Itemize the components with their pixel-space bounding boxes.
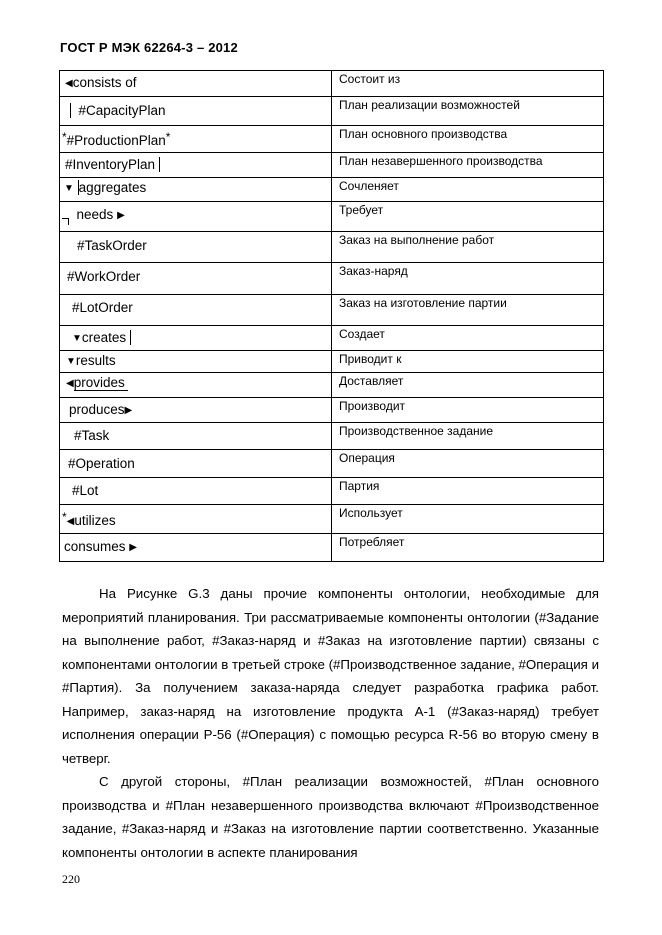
table-row xyxy=(60,71,604,97)
term-label: consists of xyxy=(72,75,137,90)
term-label: results xyxy=(75,353,116,368)
paragraph: С другой стороны, #План реализации возможностей, #План основного производства и #План незавершенного производства включают #Производственное задание, #Заказ-наряд и #Заказ на изготовление партии соответственно. Указанные компоненты онтологии в аспекте планирования xyxy=(62,774,599,860)
table-row xyxy=(60,153,604,178)
translation-label: Заказ-наряд xyxy=(339,264,408,278)
triangle-left-icon: ◀ xyxy=(66,378,74,389)
term-label: #InventoryPlan xyxy=(65,157,156,172)
table-row xyxy=(60,326,604,351)
translation-label: Требует xyxy=(339,203,384,217)
table-row xyxy=(60,534,604,562)
translation-label: Производит xyxy=(339,399,406,413)
translation-label: План основного производства xyxy=(339,127,508,141)
term-label: aggregates xyxy=(78,180,147,195)
translation-label: Заказ на изготовление партии xyxy=(339,296,507,310)
body-text xyxy=(62,582,599,864)
term-label: #ProductionPlan xyxy=(66,133,166,148)
page-number: 220 xyxy=(62,872,80,886)
translation-label: Потребляет xyxy=(339,535,405,549)
translation-label: Создает xyxy=(339,327,385,341)
table-row xyxy=(60,450,604,478)
asterisk-icon: * xyxy=(165,130,171,144)
term-label: #TaskOrder xyxy=(77,238,147,253)
table-row xyxy=(60,97,604,126)
table-row xyxy=(60,232,604,263)
connector-bar-icon xyxy=(70,103,71,118)
triangle-right-icon: ▶ xyxy=(129,542,137,553)
table-row xyxy=(60,126,604,153)
translation-label: Состоит из xyxy=(339,72,401,86)
translation-label: Операция xyxy=(339,451,395,465)
triangle-left-icon: ◀ xyxy=(66,516,75,527)
table-row xyxy=(60,295,604,326)
triangle-right-icon: ▶ xyxy=(124,405,133,416)
term-label: provides xyxy=(74,375,128,391)
term-label: consumes xyxy=(64,539,126,554)
table-row xyxy=(60,178,604,202)
corner-bracket-icon xyxy=(62,218,69,225)
translation-label: Доставляет xyxy=(339,374,404,388)
paragraph: На Рисунке G.3 даны прочие компоненты онтологии, необходимые для мероприятий планирования. Три рассматриваемые компоненты онтологии (#Задание на выполнение работ, #Заказ-наряд и #Заказ на изготовление партии) связаны с компонентами онтологии в третьей строке (#Производственное задание, #Операция и #Партия). За получением заказа-наряда следует разработка графика работ. Например, заказ-наряд на изготовление продукта А-1 (#Заказ-наряд) требует исполнения операции Р-56 (#Операция) с помощью ресурса R-56 во вторую смену в четверг. xyxy=(62,586,599,766)
term-label: needs xyxy=(76,207,114,222)
translation-label: План реализации возможностей xyxy=(339,98,520,112)
table-row xyxy=(60,398,604,423)
connector-bar-icon xyxy=(130,330,131,345)
terms-table xyxy=(59,70,604,562)
term-label: utilizes xyxy=(74,513,116,528)
translation-label: Заказ на выполнение работ xyxy=(339,233,495,247)
term-label: #Operation xyxy=(68,456,135,471)
table-row xyxy=(60,263,604,295)
translation-label: Приводит к xyxy=(339,352,402,366)
document-header: ГОСТ Р МЭК 62264-3 – 2012 xyxy=(60,40,238,55)
asterisk-icon: * xyxy=(62,130,67,144)
term-label: creates xyxy=(81,330,127,345)
term-label: produces xyxy=(69,402,125,417)
term-label: #CapacityPlan xyxy=(78,103,166,118)
term-label: #WorkOrder xyxy=(67,269,141,284)
triangle-down-icon: ▼ xyxy=(66,356,76,367)
translation-label: Сочленяет xyxy=(339,179,399,193)
triangle-right-icon: ▶ xyxy=(117,210,125,221)
connector-bar-icon xyxy=(159,157,160,172)
triangle-down-icon: ▼ xyxy=(72,333,82,344)
term-label: #Lot xyxy=(72,483,99,498)
table-row xyxy=(60,202,604,232)
term-label: #Task xyxy=(74,428,110,443)
triangle-down-icon: ▼ xyxy=(64,183,74,194)
translation-label: Партия xyxy=(339,479,380,493)
table-row xyxy=(60,373,604,398)
translation-label: План незавершенного производства xyxy=(339,154,543,168)
asterisk-icon: * xyxy=(62,510,67,524)
table-row xyxy=(60,351,604,373)
table-row xyxy=(60,505,604,534)
triangle-left-icon: ◀ xyxy=(65,78,73,89)
table-row xyxy=(60,478,604,505)
translation-label: Использует xyxy=(339,506,403,520)
table-row xyxy=(60,423,604,450)
term-label: #LotOrder xyxy=(72,300,133,315)
translation-label: Производственное задание xyxy=(339,424,494,438)
